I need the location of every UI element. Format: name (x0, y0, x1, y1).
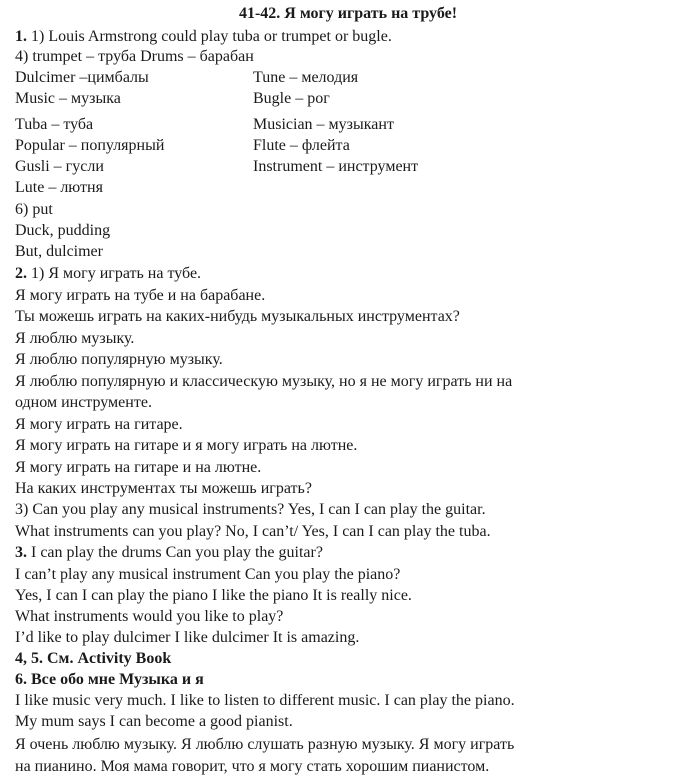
s2-line-5: Я люблю популярную и классическую музыку, но я не могу играть ни на (15, 373, 513, 390)
s1-item6b: But, dulcimer (15, 243, 103, 260)
s2-line-10: На каких инструментах ты можешь играть? (15, 480, 312, 497)
s2-number: 2. (15, 265, 27, 282)
s6-heading: 6. Все обо мне Музыка и я (15, 671, 204, 688)
s1-number: 1. (15, 28, 27, 45)
vocab-left-1: Music – музыка (15, 90, 121, 107)
s3-line-1: I can’t play any musical instrument Can you play the piano? (15, 566, 401, 583)
s3-line-3: What instruments would you like to play? (15, 608, 284, 625)
vocab-left-4: Gusli – гусли (15, 158, 104, 175)
page-title: 41-42. Я могу играть на трубе! (238, 5, 458, 22)
vocab-left-0: Dulcimer –цимбалы (15, 69, 149, 86)
s6-line-0: I like music very much. I like to listen to different music. I can play the piano. (15, 692, 515, 709)
s3-number: 3. (15, 544, 27, 561)
vocab-right-3: Flute – флейта (253, 137, 350, 154)
s2-line-12: What instruments can you play? No, I can’t/ Yes, I can I can play the tuba. (15, 523, 491, 540)
s2-line-1: Я могу играть на тубе и на барабане. (15, 287, 266, 304)
s2-line-3: Я люблю музыку. (15, 330, 135, 347)
vocab-left-2: Tuba – туба (15, 116, 94, 133)
s45-heading: 4, 5. См. Activity Book (15, 650, 172, 667)
s2-line-7: Я могу играть на гитаре. (15, 416, 183, 433)
s2-line-6: одном инструменте. (15, 394, 152, 411)
s6-line-2: Я очень люблю музыку. Я люблю слушать разную музыку. Я могу играть (15, 736, 515, 753)
s1-item6a: Duck, pudding (15, 222, 111, 239)
s2-line-11: 3) Can you play any musical instruments? Yes, I can I can play the guitar. (15, 501, 486, 518)
s2-line-4: Я люблю популярную музыку. (15, 351, 223, 368)
vocab-left-3: Popular – популярный (15, 137, 165, 154)
s3-line-0 (15, 543, 323, 563)
s2-line-9: Я могу играть на гитаре и на лютне. (15, 459, 262, 476)
s1-line2: 4) trumpet – труба Drums – барабан (15, 48, 254, 65)
s3-line-0-text: I can play the drums Can you play the guitar? (31, 544, 323, 561)
s2-line-0 (15, 264, 201, 284)
s3-line-2: Yes, I can I can play the piano I like the piano It is really nice. (15, 587, 412, 604)
vocab-left-5: Lute – лютня (15, 179, 103, 196)
vocab-right-0: Tune – мелодия (253, 69, 359, 86)
s2-line-0-text: 1) Я могу играть на тубе. (31, 265, 202, 282)
vocab-right-1: Bugle – рог (253, 90, 330, 107)
s6-line-1: My mum says I can become a good pianist. (15, 713, 293, 730)
s1-line1-text: 1) Louis Armstrong could play tuba or trumpet or bugle. (31, 28, 392, 45)
vocab-right-2: Musician – музыкант (253, 116, 394, 133)
s3-line-4: I’d like to play dulcimer I like dulcimer It is amazing. (15, 629, 360, 646)
s6-line-3: на пианино. Моя мама говорит, что я могу стать хорошим пианистом. (15, 758, 490, 775)
s1-line1 (15, 27, 392, 47)
vocab-right-4: Instrument – инструмент (253, 158, 419, 175)
s2-line-2: Ты можешь играть на каких-нибудь музыкальных инструментах? (15, 308, 460, 325)
s2-line-8: Я могу играть на гитаре и я могу играть на лютне. (15, 437, 358, 454)
s1-item6: 6) put (15, 201, 53, 218)
